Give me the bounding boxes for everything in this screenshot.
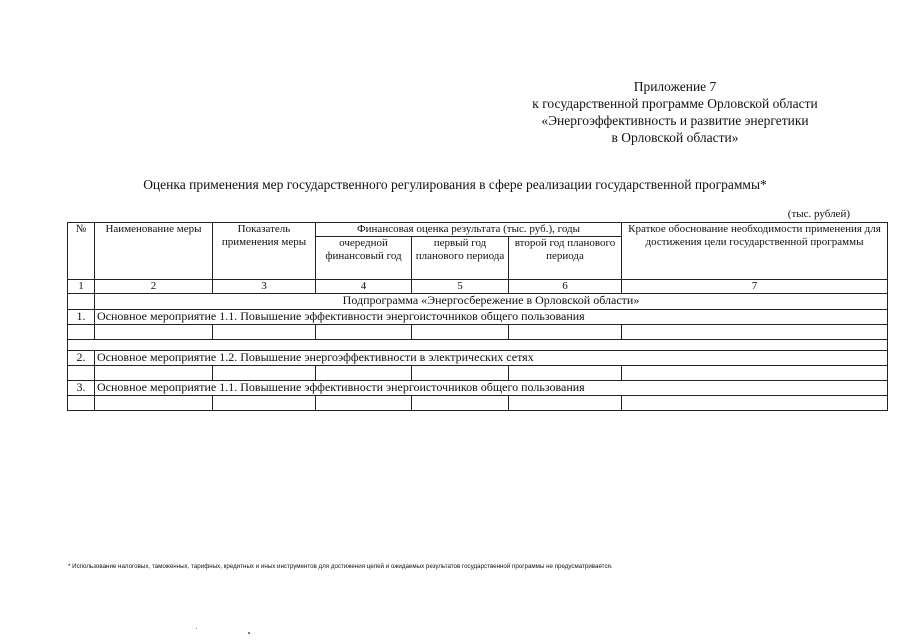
empty-cell — [509, 325, 622, 340]
appendix-block — [500, 78, 850, 146]
header-name: Наименование меры — [95, 223, 213, 280]
appendix-number: Приложение 7 — [633, 79, 717, 94]
header-current-year: очередной финансовый год — [316, 237, 412, 280]
activity-number: 3. — [68, 381, 95, 396]
empty-cell — [213, 396, 316, 411]
empty-cell — [316, 396, 412, 411]
empty-cell — [622, 366, 888, 381]
scan-speck — [248, 632, 250, 634]
empty-cell — [412, 325, 509, 340]
empty-cell — [213, 325, 316, 340]
empty-cell — [509, 396, 622, 411]
subprogram-title: Подпрограмма «Энергосбережение в Орловской области» — [95, 294, 888, 310]
empty-cell — [68, 325, 95, 340]
spacer-cell — [68, 340, 888, 351]
column-number: 6 — [509, 280, 622, 294]
empty-cell — [68, 366, 95, 381]
header-indicator: Показатель применения меры — [213, 223, 316, 280]
activity-row — [68, 381, 888, 396]
header-row — [68, 223, 888, 237]
activity-detail-row — [68, 396, 888, 411]
empty-cell — [316, 325, 412, 340]
column-number: 2 — [95, 280, 213, 294]
empty-cell — [95, 325, 213, 340]
header-rationale: Краткое обоснование необходимости применения для достижения цели государственной программы — [622, 223, 888, 280]
empty-cell — [622, 396, 888, 411]
scan-speck — [196, 628, 197, 629]
column-number: 4 — [316, 280, 412, 294]
header-first-year: первый год планового периода — [412, 237, 509, 280]
column-number: 7 — [622, 280, 888, 294]
column-number-row — [68, 280, 888, 294]
empty-cell — [95, 366, 213, 381]
activity-title: Основное мероприятие 1.1. Повышение эффективности энергоисточников общего пользования — [95, 381, 888, 396]
activity-number: 1. — [68, 310, 95, 325]
regulation-measures-table — [67, 222, 888, 411]
document-title: Оценка применения мер государственного регулирования в сфере реализации государственной программы* — [143, 177, 767, 192]
empty-cell — [412, 396, 509, 411]
empty-cell — [316, 366, 412, 381]
header-num: № — [68, 223, 95, 280]
activity-detail-row — [68, 366, 888, 381]
subprogram-row — [68, 294, 888, 310]
activity-title: Основное мероприятие 1.2. Повышение энергоэффективности в электрических сетях — [95, 351, 888, 366]
empty-cell — [213, 366, 316, 381]
appendix-line-name: «Энергоэффективность и развитие энергетики — [541, 113, 809, 128]
column-number: 5 — [412, 280, 509, 294]
footnote: * Использование налоговых, таможенных, тарифных, кредитных и иных инструментов для достижения целей и ожидаемых результатов государственной программы не предусматривается. — [68, 563, 613, 570]
appendix-line-region: в Орловской области» — [611, 130, 739, 145]
empty-cell — [509, 366, 622, 381]
header-second-year: второй год планового периода — [509, 237, 622, 280]
empty-cell — [622, 325, 888, 340]
activity-detail-row — [68, 325, 888, 340]
spacer-row — [68, 340, 888, 351]
activity-row — [68, 310, 888, 325]
empty-cell — [68, 396, 95, 411]
empty-cell — [95, 396, 213, 411]
empty-cell — [68, 294, 95, 310]
activity-title: Основное мероприятие 1.1. Повышение эффективности энергоисточников общего пользования — [95, 310, 888, 325]
column-number: 3 — [213, 280, 316, 294]
activity-row — [68, 351, 888, 366]
header-financial-group: Финансовая оценка результата (тыс. руб.), годы — [316, 223, 622, 237]
unit-label: (тыс. рублей) — [787, 208, 850, 220]
empty-cell — [412, 366, 509, 381]
activity-number: 2. — [68, 351, 95, 366]
appendix-line-program: к государственной программе Орловской области — [532, 96, 818, 111]
column-number: 1 — [68, 280, 95, 294]
